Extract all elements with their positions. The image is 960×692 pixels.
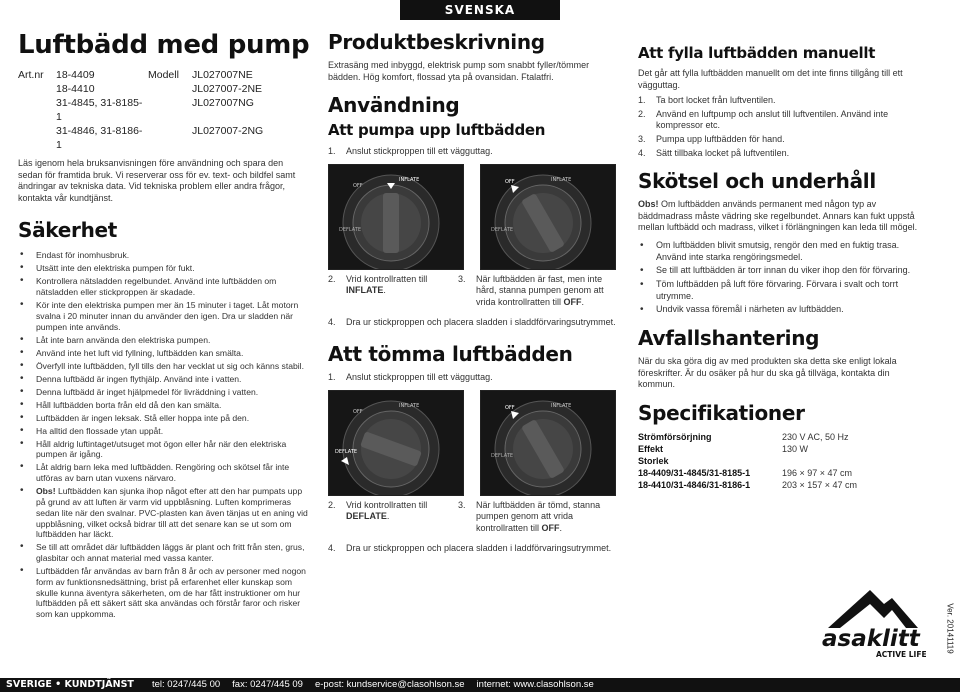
version-label: Ver. 20141119 — [945, 603, 955, 654]
waste-heading: Avfallshantering — [638, 326, 820, 351]
list-item: • Denna luftbädd är ingen flythjälp. Använd inte i vatten. — [18, 374, 310, 385]
list-item: • Undvik vassa föremål i närheten av luftbädden. — [638, 304, 928, 316]
deflate-step-2: 2. Vrid kontrollratten till DEFLATE. — [328, 499, 428, 522]
inflate-step-2: 2. Vrid kontrollratten till INFLATE. — [328, 273, 428, 296]
list-item: • Utsätt inte den elektriska pumpen för fukt. — [18, 263, 310, 274]
footer-email[interactable]: e-post: kundservice@clasohlson.se — [314, 679, 465, 690]
list-item: • Luftbädden är ingen leksak. Stå eller hoppa inte på den. — [18, 413, 310, 424]
brand-tagline: ACTIVE LIFE — [876, 650, 926, 659]
safety-list — [18, 250, 310, 620]
manual-heading: Att fylla luftbädden manuellt — [638, 44, 876, 62]
dial-off-svg — [481, 165, 616, 270]
inflate-heading: Att pumpa upp luftbädden — [328, 121, 546, 140]
footer-country: SVERIGE • KUNDTJÄNST — [6, 679, 134, 690]
inflate-images — [328, 164, 620, 270]
safety-heading: Säkerhet — [18, 218, 118, 243]
list-item: • Denna luftbädd är inget hjälpmedel för livräddning i vatten. — [18, 387, 310, 398]
list-item: • Håll aldrig luftintaget/utsuget mot ögon eller hår när den elektriska pumpen är igång. — [18, 439, 310, 461]
care-text: Obs! Om luftbädden används permanent med någon typ av bäddmadrass måste vädring ske regelbundet. Annars kan fukt uppstå mellan luftbädd och madrass, vilket i förlängningen kan leda till mögel. — [638, 199, 918, 233]
list-item: • Ha alltid den flossade ytan uppåt. — [18, 426, 310, 437]
pump-dial-image — [480, 390, 616, 496]
art-number: 18-4409 — [56, 69, 95, 81]
obs-label: Obs! — [36, 486, 56, 497]
dial-label-off: OFF — [353, 408, 363, 415]
right-column — [638, 44, 928, 491]
list-item: • Luftbädden får användas av barn från 8 år och av personer med nogon form av funktionsnedsättning, brist på erfarenhet eller kunskap som skulle kunna äventyra säkerheten, om de har fått instruktioner om hur luftbädden på ett säkert sätt ska användas och förstår faror och risker som kan uppkomma. — [18, 566, 310, 620]
deflate-step-3: 3. När luftbädden är tömd, stanna pumpen genom att vrida kontrollratten till OFF. — [458, 499, 601, 533]
inflate-step-1: 1. Anslut stickproppen till ett vägguttag. — [328, 146, 493, 157]
list-item: • Se till att området där luftbädden läggs är plant och fritt från sten, grus, glasbitar och annat material med vassa kanter. — [18, 542, 310, 564]
deflate-steps — [328, 500, 620, 535]
dial-deflate-svg — [329, 391, 464, 496]
waste-text: När du ska göra dig av med produkten ska detta ske enligt lokala föreskrifter. Är du osäker på hur du ska gå tillväga, kontakta din kommun. — [638, 356, 897, 390]
footer-web[interactable]: internet: www.clasohlson.se — [476, 679, 594, 690]
footer-fax: fax: 0247/445 09 — [232, 679, 303, 690]
dial-label-deflate: DEFLATE — [335, 448, 358, 455]
art-number: 31-4845, 31-8185-1 — [56, 97, 143, 123]
inflate-steps — [328, 274, 620, 309]
manual-text: Det går att fylla luftbädden manuellt om det inte finns tillgång till ett vägguttag. — [638, 68, 903, 90]
obs-text: Luftbädden kan sjunka ihop något efter att den har pumpats upp på grund av att luften är varm vid uppblåsning. Luften komprimeras sedan lite när den svalnar. PVC-plasten kan även tänjas ut en aning vid uppblåsning, vilket också bidrar till att det senare kan se ut som om luftbädden har läckt. — [36, 486, 308, 540]
dial-label-off: OFF — [353, 182, 363, 189]
pump-dial-image — [328, 164, 464, 270]
art-number: 31-4846, 31-8186-1 — [56, 125, 143, 151]
inflate-step-4: 4. Dra ur stickproppen och placera sladden i sladdförvaringsutrymmet. — [328, 316, 616, 327]
model-label: Modell — [148, 69, 179, 81]
art-number: 18-4410 — [56, 83, 95, 95]
dial-label-off: OFF — [505, 404, 515, 411]
deflate-step-4: 4. Dra ur stickproppen och placera sladden i laddförvaringsutrymmet. — [328, 542, 612, 553]
language-bar — [0, 0, 960, 20]
list-item: • Låt aldrig barn leka med luftbädden. Rengöring och skötsel får inte utföras av barn utan vuxens närvaro. — [18, 462, 310, 484]
footer-bar — [0, 678, 960, 692]
dial-label-deflate: DEFLATE — [491, 452, 514, 459]
list-item: • Om luftbädden blivit smutsig, rengör den med en fuktig trasa. Använd inte starka rengöringsmedel. — [638, 240, 928, 263]
dial-label-inflate: INFLATE — [551, 176, 572, 183]
model-number: JL027007NG — [192, 97, 254, 109]
list-item: • Överfyll inte luftbädden, fyll tills den har vecklat ut sig och känns stabil. — [18, 361, 310, 372]
usage-heading: Användning — [328, 93, 460, 118]
pump-dial-image — [480, 164, 616, 270]
asaklitt-logo — [818, 582, 926, 660]
intro-text: Läs igenom hela bruksanvisningen före användning och spara den sedan för framtida bruk. Vi reserverar oss för ev. text- och bildfel samt ändringar av tekniska data. Vid tekniska problem eller andra frågor, kontakta vår kundtjänst. — [18, 158, 296, 203]
list-item: • Endast för inomhusbruk. — [18, 250, 310, 261]
deflate-images — [328, 390, 620, 496]
list-item: • Använd inte het luft vid fyllning, luftbädden kan smälta. — [18, 348, 310, 359]
art-label: Art.nr — [18, 69, 44, 81]
pump-dial-image — [328, 390, 464, 496]
product-text: Extrasäng med inbyggd, elektrisk pump som snabbt fyller/tömmer bädden. Hög komfort, flossad yta på ovansidan. Ftalatfri. — [328, 60, 590, 82]
manual-steps: 1. Ta bort locket från luftventilen. 2. Använd en luftpump och anslut till luftventilen. Använd inte kompressor etc. 3. Pumpa upp luftbädden för hand. 4. Sätt tillbaka locket på luftventilen. — [638, 95, 889, 158]
care-list — [638, 240, 928, 316]
deflate-heading: Att tömma luftbädden — [328, 342, 573, 367]
list-item: • Kör inte den elektriska pumpen mer än 15 minuter i taget. Låt motorn svalna i 20 minuter innan du använder den igen. Dra ur sladden när pumpen inte används. — [18, 300, 310, 332]
list-item: • Töm luftbädden på luft före förvaring. Förvara i svalt och torrt utrymme. — [638, 279, 928, 302]
spec-heading: Specifikationer — [638, 400, 805, 425]
mountain-logo-icon — [818, 582, 926, 660]
dial-inflate-svg — [329, 165, 464, 270]
brand-name: asaklitt — [822, 626, 920, 652]
care-heading: Skötsel och underhåll — [638, 169, 876, 194]
dial-off-svg — [481, 391, 616, 496]
dial-label-off: OFF — [505, 178, 515, 185]
dial-label-inflate: INFLATE — [551, 402, 572, 409]
dial-label-inflate: INFLATE — [399, 402, 420, 409]
spec-table: Strömförsörjning 230 V AC, 50 Hz Effekt 130 W Storlek 18-4409/31-4845/31-8185-1 196 × 97 × 47 cm 18-4410/31-4846/31-8186-1 203 × 157 × 47 cm — [638, 431, 858, 490]
dial-label-inflate: INFLATE — [399, 176, 420, 183]
product-heading: Produktbeskrivning — [328, 30, 545, 54]
inflate-step-3: 3. När luftbädden är fast, men inte hård, stanna pumpen genom att vrida kontrollratten till OFF. — [458, 273, 604, 307]
left-column — [18, 30, 310, 622]
list-item: • Håll luftbädden borta från eld då den kan smälta. — [18, 400, 310, 411]
middle-column — [328, 30, 620, 556]
list-item: • Låt inte barn använda den elektriska pumpen. — [18, 335, 310, 346]
model-number: JL027007NE — [192, 69, 253, 81]
page-title: Luftbädd med pump — [18, 30, 310, 60]
dial-label-deflate: DEFLATE — [339, 226, 362, 233]
deflate-step-1: 1. Anslut stickproppen till ett vägguttag. — [328, 372, 493, 383]
list-item: • Se till att luftbädden är torr innan du viker ihop den för förvaring. — [638, 265, 928, 277]
list-item — [18, 486, 310, 540]
article-table — [18, 68, 310, 152]
model-number: JL027007-2NG — [192, 125, 264, 137]
model-number: JL027007-2NE — [192, 83, 263, 95]
language-label: SVENSKA — [400, 0, 560, 20]
list-item: • Kontrollera nätsladden regelbundet. Använd inte luftbädden om nätsladden eller stickproppen är skadade. — [18, 276, 310, 298]
dial-label-deflate: DEFLATE — [491, 226, 514, 233]
footer-tel: tel: 0247/445 00 — [152, 679, 221, 690]
